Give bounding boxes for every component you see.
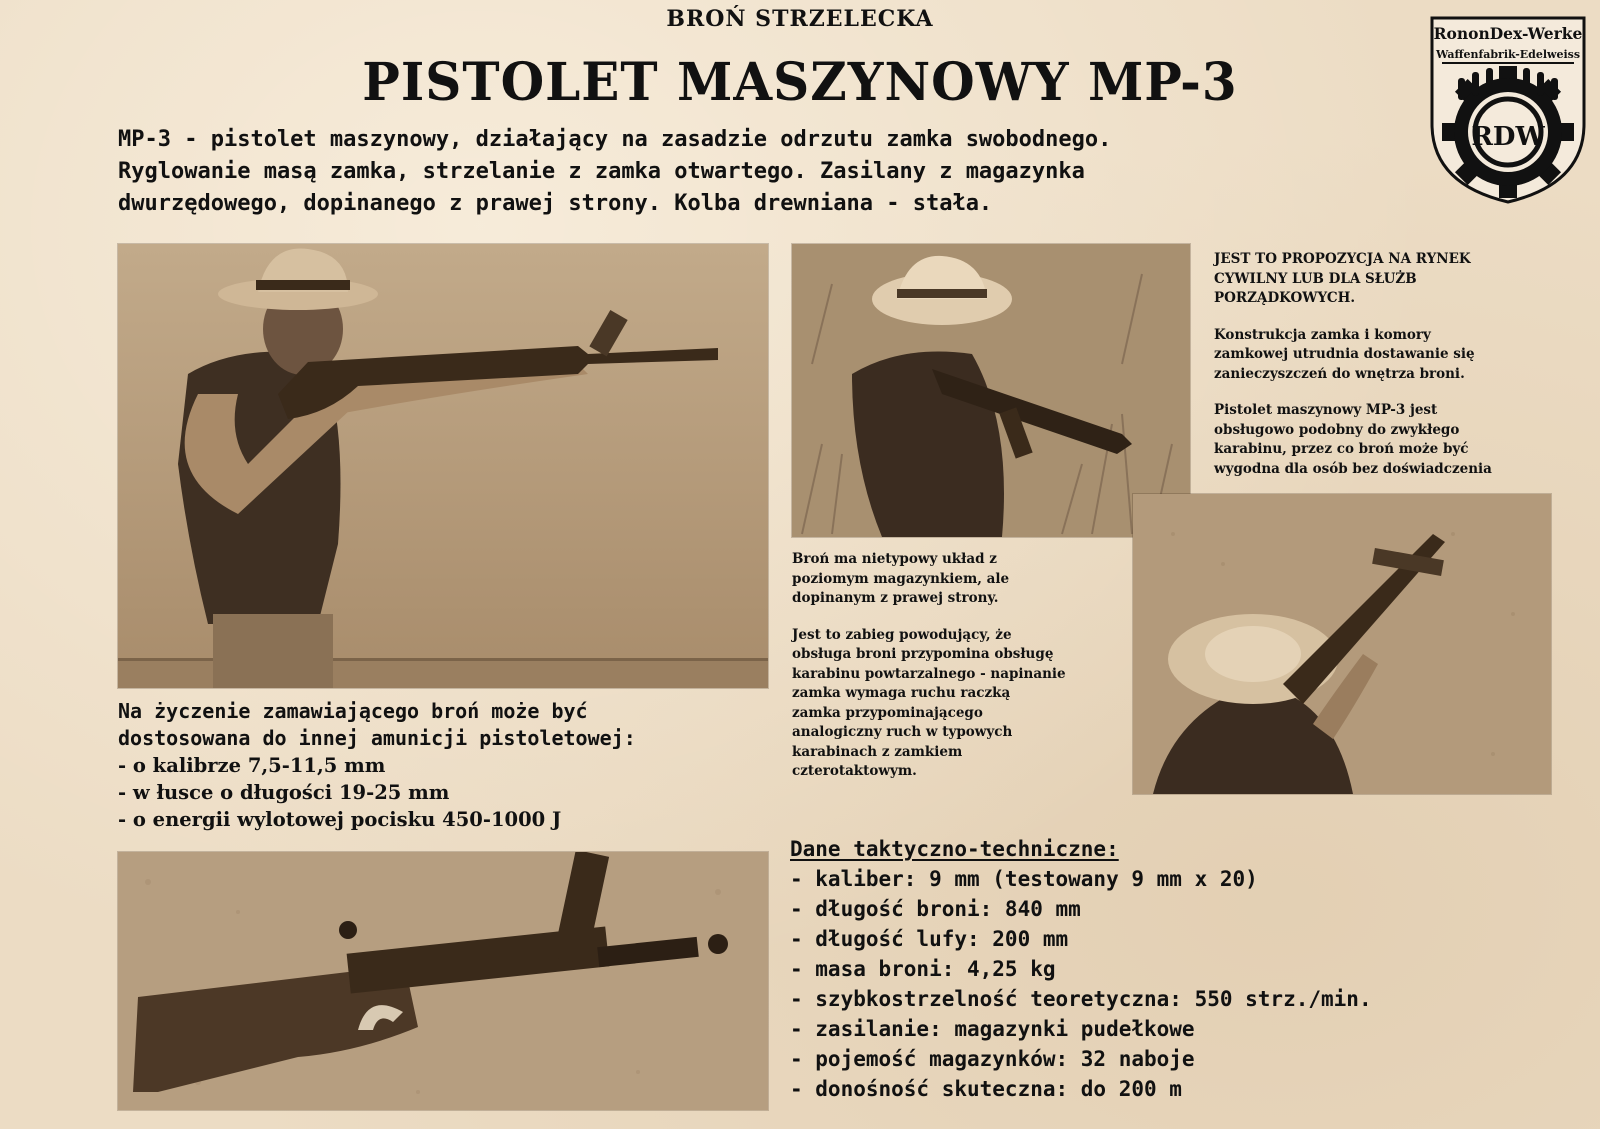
company-logo [1428,14,1588,204]
note-market-proposal [1214,250,1584,479]
spec-item: - długość lufy: 200 mm [790,927,1069,951]
spec-item: - pojemość magazynków: 32 naboje [790,1047,1195,1071]
technical-specs [790,834,1550,1104]
note-line: JEST TO PROPOZYCJA NA RYNEK [1214,251,1471,267]
ammo-heading-line: dostosowana do innej amunicji pistoletowej: [118,726,636,750]
intro-line: Ryglowanie masą zamka, strzelanie z zamka otwartego. Zasilany z magazynka [118,159,1085,184]
note-line: wygodna dla osób bez doświadczenia [1214,460,1492,477]
logo-line-1: RononDex-Werke [1433,24,1583,43]
note-line: karabinu powtarzalnego - napinanie [792,665,1066,682]
note-line: Konstrukcja zamka i komory [1214,326,1431,343]
note-line: zanieczyszczeń do wnętrza broni. [1214,365,1465,382]
page-title: PISTOLET MASZYNOWY MP-3 [362,50,1238,113]
photo-shooter-top-view [1133,494,1551,794]
note-line: zamka wymaga ruchu raczką [792,685,1011,701]
note-line: Pistolet maszynowy MP-3 jest [1214,402,1438,418]
spec-item: - długość broni: 840 mm [790,897,1081,921]
intro-line: dwurzędowego, dopinanego z prawej strony. Kolba drewniana - stała. [118,191,993,216]
spec-item: - szybkostrzelność teoretyczna: 550 strz./min. [790,987,1372,1011]
ammo-item: - o energii wylotowej pocisku 450-1000 J [118,808,562,831]
ammo-options [118,698,758,833]
note-line: Broń ma nietypowy układ z [792,551,997,567]
ammo-item: - w łusce o długości 19-25 mm [118,781,450,804]
note-line: poziomym magazynkiem, ale [792,570,1010,587]
logo-monogram: RDW [1471,122,1545,152]
ammo-heading-line: Na życzenie zamawiającego broń może być [118,699,588,723]
photo-shooter-aiming [118,244,768,688]
intro-paragraph [118,124,1418,220]
note-line: czterotaktowym. [792,763,917,779]
note-line: karabinach z zamkiem [792,743,963,760]
note-line: CYWILNY LUB DLA SŁUŻB [1214,270,1417,287]
photo-shooter-field [792,244,1190,537]
note-line: PORZĄDKOWYCH. [1214,290,1356,306]
specs-title: Dane taktyczno-techniczne: [790,837,1119,861]
note-layout-description [792,550,1132,782]
category-heading: BROŃ STRZELECKA [666,6,934,32]
logo-line-2: Waffenfabrik-Edelweiss [1435,48,1581,61]
note-line: Jest to zabieg powodujący, że [792,626,1012,643]
note-line: zamkowej utrudnia dostawanie się [1214,346,1475,362]
note-line: obsługowo podobny do zwykłego [1214,421,1460,438]
ammo-item: - o kalibrze 7,5-11,5 mm [118,754,386,777]
note-line: dopinanym z prawej strony. [792,590,999,606]
note-line: zamka przypominającego [792,704,983,721]
spec-item: - kaliber: 9 mm (testowany 9 mm x 20) [790,867,1258,891]
spec-item: - zasilanie: magazynki pudełkowe [790,1017,1195,1041]
note-line: obsługa broni przypomina obsługę [792,646,1054,662]
photo-weapon-closeup [118,852,768,1110]
spec-item: - donośność skuteczna: do 200 m [790,1077,1182,1101]
intro-line: MP-3 - pistolet maszynowy, działający na zasadzie odrzutu zamka swobodnego. [118,127,1112,152]
note-line: karabinu, przez co broń może być [1214,441,1469,457]
spec-item: - masa broni: 4,25 kg [790,957,1056,981]
note-line: analogiczny ruch w typowych [792,724,1013,740]
